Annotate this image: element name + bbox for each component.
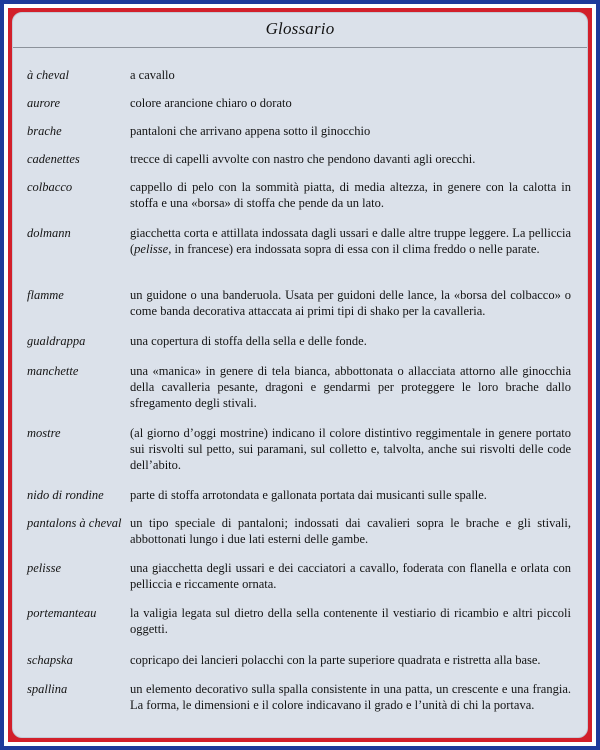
- glossary-term: cadenettes: [27, 152, 80, 166]
- glossary-definition: [130, 225, 571, 257]
- glossary-term: schapska: [27, 653, 73, 667]
- glossary-term: gualdrappa: [27, 334, 86, 348]
- glossary-definition: la valigia legata sul dietro della sella contenente il vestiario di ricambio e altri piccoli oggetti.: [130, 606, 571, 636]
- glossary-term: spallina: [27, 682, 68, 696]
- glossary-page: [12, 12, 588, 738]
- glossary-term: flamme: [27, 288, 64, 302]
- title-divider: [13, 47, 587, 48]
- glossary-definition: cappello di pelo con la sommità piatta, di media altezza, in genere con la calotta in stoffa e una «borsa» di stoffa che pende da un lato.: [130, 180, 571, 210]
- glossary-definition: colore arancione chiaro o dorato: [130, 96, 292, 110]
- glossary-definition: parte di stoffa arrotondata e gallonata portata dai musicanti sulle spalle.: [130, 488, 487, 502]
- glossary-definition: un elemento decorativo sulla spalla consistente in una patta, un crescente e una frangia. La forma, le dimensioni e il colore indicavano il grado e l’unità di chi la portava.: [130, 682, 571, 712]
- glossary-term: brache: [27, 124, 62, 138]
- glossary-definition: a cavallo: [130, 68, 175, 82]
- glossary-term: pelisse: [27, 561, 62, 575]
- glossary-definition: un tipo speciale di pantaloni; indossati dai cavalieri sopra le brache e gli stivali, abbottonati lungo i due lati esterni delle gambe.: [130, 516, 571, 546]
- glossary-definition: un guidone o una banderuola. Usata per guidoni delle lance, la «borsa del colbacco» o come banda decorativa attaccata ai primi tipi di shako per la cavalleria.: [130, 288, 571, 318]
- glossary-definition: una giacchetta degli ussari e dei cacciatori a cavallo, foderata con flanella e orlata con pelliccia e riccamente ornata.: [130, 561, 571, 591]
- definition-emphasis: pelisse: [134, 242, 169, 256]
- definition-text: giacchetta corta e attillata indossata dagli ussari e dalle altre truppe leggere. La pelliccia (: [130, 226, 571, 256]
- glossary-term: colbacco: [27, 180, 73, 194]
- glossary-definition: trecce di capelli avvolte con nastro che pendono davanti agli orecchi.: [130, 152, 476, 166]
- glossary-definition: una copertura di stoffa della sella e delle fonde.: [130, 334, 367, 348]
- glossary-term: dolmann: [27, 226, 71, 240]
- glossary-term: manchette: [27, 364, 79, 378]
- glossary-term: mostre: [27, 426, 61, 440]
- glossary-term: nido di rondine: [27, 488, 104, 502]
- glossary-definition: (al giorno d’oggi mostrine) indicano il colore distintivo reggimentale in genere portato sui risvolti sul petto, sui paramani, sul colletto e, talvolta, anche sui risvolti delle code dell’abito.: [130, 426, 571, 472]
- glossary-term: aurore: [27, 96, 61, 110]
- glossary-definition: una «manica» in genere di tela bianca, abbottonata o allacciata attorno alle ginocchia della cavalleria pesante, dragoni e gendarmi per proteggere le loro brache dallo sfregamento degli stivali.: [130, 364, 571, 410]
- glossary-term: portemanteau: [27, 606, 97, 620]
- page-title: Glossario: [265, 19, 335, 38]
- definition-text: , in francese) era indossata sopra di essa con il clima freddo o nelle parate.: [168, 242, 540, 256]
- glossary-term: pantalons à cheval: [27, 516, 122, 530]
- glossary-definition: copricapo dei lancieri polacchi con la parte superiore quadrata e ristretta alla base.: [130, 653, 541, 667]
- glossary-definition: pantaloni che arrivano appena sotto il ginocchio: [130, 124, 371, 138]
- glossary-term: à cheval: [27, 68, 69, 82]
